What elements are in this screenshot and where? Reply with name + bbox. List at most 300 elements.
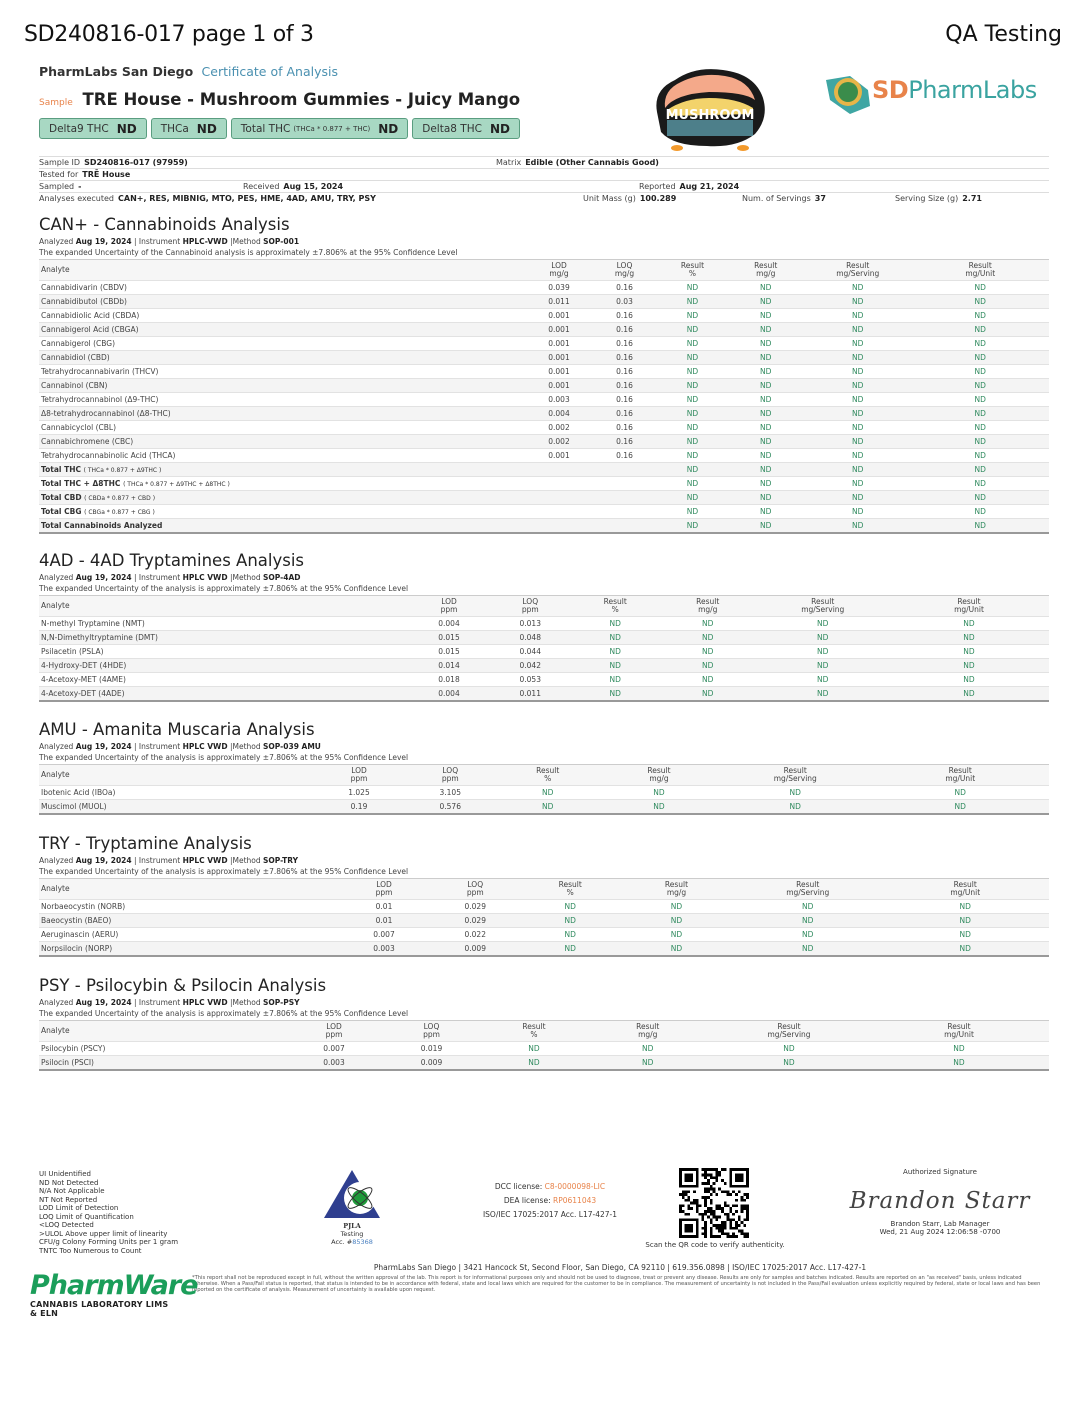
column-header: Result % [558,880,582,897]
iso-accreditation: ISO/IEC 17025:2017 Acc. L17-427-1 [482,1210,618,1219]
analyte-name: 4-Acetoxy-MET (4AME) [39,673,409,687]
limit-value: 0.16 [592,421,658,435]
method-label: Method [232,998,261,1007]
result-value: ND [728,365,805,379]
result-value: ND [587,1042,710,1056]
analyzed-label: Analyzed [39,856,74,865]
matrix-value: Edible (Other Cannabis Good) [525,158,659,167]
column-header: Analyte [41,884,70,893]
analyzed-label: Analyzed [39,998,74,1007]
analyte-name: Baeocystin (BAEO) [39,914,339,928]
column-header: LOQ mg/g [614,261,635,278]
limit-value: 0.002 [527,421,592,435]
instrument-value: HPLC VWD [182,742,228,751]
column-header: Result mg/Serving [801,597,845,614]
analyte-name: Cannabidibutol (CBDb) [39,295,527,309]
result-value: ND [572,673,660,687]
document-type: Certificate of Analysis [201,64,338,79]
limit-value: 0.018 [409,673,489,687]
sample-id-label: Sample ID [39,158,81,167]
result-value: ND [482,1056,587,1070]
total-label: Total THC + Δ8THC [41,479,121,488]
result-value: ND [804,281,912,295]
limit-value: 0.014 [409,659,489,673]
limit-value: 0.001 [527,449,592,463]
footer-address: PharmLabs San Diego | 3421 Hancock St, Second Floor, San Diego, CA 92110 | 619.356.0898 | ISO/IEC 17025:2017 Acc. L17-427-1 [373,1263,867,1272]
column-header: Result mg/Unit [945,766,976,783]
analyzed-date: Aug 19, 2024 [75,856,132,865]
limit-value: 0.001 [527,351,592,365]
limit-value: 0.16 [592,337,658,351]
product-image-text: MUSHROOM [665,108,755,123]
results-table [39,595,1049,702]
badge-label: Delta8 THC [422,122,482,135]
legend-item: CFU/g Colony Forming Units per 1 gram [39,1238,179,1246]
table-row [39,928,1049,942]
section-title: TRY - Tryptamine Analysis [39,834,252,853]
limit-value: 0.16 [592,351,658,365]
method-label: Method [232,742,261,751]
result-value: ND [728,477,805,491]
sdpharmlabs-logo [820,66,1050,118]
badge-delta9-thc [39,118,147,139]
instrument-label: Instrument [138,237,181,246]
result-value: ND [882,942,1050,956]
result-value: ND [757,631,890,645]
limit-value: 0.003 [339,942,429,956]
california-logo-icon [820,66,876,118]
result-value: ND [734,942,882,956]
legend-item: <LOQ Detected [39,1221,94,1229]
instrument-value: HPLC VWD [182,998,228,1007]
total-formula: ( CBGa * 0.877 + CBG ) [84,509,155,516]
table-row [39,323,1049,337]
result-value: ND [757,673,890,687]
analyte-name: Psilocin (PSCI) [39,1056,287,1070]
result-value: ND [804,407,912,421]
logo-sd: SD [872,76,909,104]
abbreviation-legend [39,1170,178,1255]
analyzed-date: Aug 19, 2024 [75,573,132,582]
result-value: ND [658,421,728,435]
column-header: Result mg/Serving [836,261,880,278]
limit-value: 0.16 [592,323,658,337]
limit-value: 0.16 [592,407,658,421]
table-row [39,673,1049,687]
result-value: ND [599,786,719,800]
result-value: ND [912,337,1050,351]
method-label: Method [232,856,261,865]
sample-name: TRE House - Mushroom Gummies - Juicy Mango [82,90,521,109]
table-header-row [39,879,1049,900]
table-row [39,337,1049,351]
sampled-label: Sampled [39,182,75,191]
legend-item: LOQ Limit of Quantification [39,1212,134,1221]
logo-pharmlabs: PharmLabs [908,76,1037,104]
result-value: ND [804,379,912,393]
limit-value: 0.16 [592,365,658,379]
result-value: ND [882,914,1050,928]
result-value: ND [728,281,805,295]
method-value: SOP-001 [263,237,300,246]
analyte-name: Ibotenic Acid (IBOa) [39,786,314,800]
column-header: Result mg/g [754,261,778,278]
column-header: Result mg/Serving [767,1022,811,1039]
result-value: ND [804,435,912,449]
analyte-name: Tetrahydrocannabivarin (THCV) [39,365,527,379]
result-value: ND [658,477,728,491]
result-value: ND [728,449,805,463]
method-value: SOP-PSY [263,998,300,1007]
qr-caption: Scan the QR code to verify authenticity. [645,1241,785,1249]
table-row [39,617,1049,631]
result-value: ND [658,463,728,477]
result-value: ND [728,351,805,365]
result-value: ND [728,519,805,533]
result-value: ND [728,295,805,309]
table-row [39,281,1049,295]
analyte-name: 4-Acetoxy-DET (4ADE) [39,687,409,701]
uncertainty-note: The expanded Uncertainty of the Cannabinoid analysis is approximately ±7.806% at the 95% Confidence Level [39,248,458,257]
column-header: Result % [522,1022,546,1039]
limit-value: 0.019 [382,1042,482,1056]
section-title: CAN+ - Cannabinoids Analysis [39,215,290,234]
section-meta: Analyzed Aug 19, 2024 | Instrument HPLC VWD |Method SOP-TRY [39,856,299,865]
section-4ad [39,551,1049,702]
column-header: Analyte [41,770,70,779]
section-title: 4AD - 4AD Tryptamines Analysis [39,551,305,570]
badge-total-thc [231,118,408,139]
result-value: ND [804,393,912,407]
result-value: ND [889,645,1049,659]
result-value: ND [804,519,912,533]
table-row [39,421,1049,435]
result-value: ND [912,449,1050,463]
result-value: ND [658,407,728,421]
dcc-license-label: DCC license: [494,1182,543,1191]
analyte-name: Cannabidiol (CBD) [39,351,527,365]
analyzed-date: Aug 19, 2024 [75,742,132,751]
reported-value: Aug 21, 2024 [679,182,740,191]
received-label: Received [243,182,280,191]
result-value: ND [658,435,728,449]
lab-name: PharmLabs San Diego [39,64,194,79]
column-header: Result mg/Serving [786,880,830,897]
total-label-cell [39,491,658,505]
column-header: LOD ppm [325,1022,343,1039]
badge-value: ND [489,121,510,136]
section-meta: Analyzed Aug 19, 2024 | Instrument HPLC VWD |Method SOP-4AD [39,573,301,582]
analyses-label: Analyses executed [39,194,114,203]
instrument-value: HPLC VWD [182,573,228,582]
table-row [39,1056,1049,1070]
result-value: ND [912,281,1050,295]
result-value: ND [757,659,890,673]
analyzed-label: Analyzed [39,742,74,751]
method-value: SOP-039 AMU [263,742,321,751]
result-value: ND [889,617,1049,631]
result-value: ND [658,393,728,407]
limit-value: 0.001 [527,323,592,337]
table-row [39,645,1049,659]
analyte-name: Cannabinol (CBN) [39,379,527,393]
total-label-cell [39,477,658,491]
table-row [39,900,1049,914]
result-value: ND [658,309,728,323]
badge-thca [151,118,227,139]
qr-code-icon[interactable] [679,1168,749,1238]
result-value: ND [497,800,600,814]
result-value: ND [882,900,1050,914]
table-row [39,687,1049,701]
result-value: ND [572,687,660,701]
total-formula: ( THCa * 0.877 + Δ9THC ) [83,467,162,474]
table-row [39,365,1049,379]
analyte-name: Tetrahydrocannabinol (Δ9-THC) [39,393,527,407]
column-header: LOQ ppm [441,766,459,783]
result-value: ND [658,505,728,519]
matrix-label: Matrix [496,158,522,167]
table-row [39,942,1049,956]
total-formula: ( CBDa * 0.877 + CBD ) [84,495,156,502]
table-row [39,786,1049,800]
result-value: ND [804,323,912,337]
total-label: Total THC [41,465,81,474]
analyzed-label: Analyzed [39,573,74,582]
column-header: LOD ppm [350,766,368,783]
result-value: ND [912,365,1050,379]
result-value: ND [728,337,805,351]
tested-for: TRĒ House [82,170,131,179]
serving-size-label: Serving Size (g) [895,194,959,203]
result-value: ND [912,435,1050,449]
section-try [39,834,1049,957]
uncertainty-note: The expanded Uncertainty of the analysis is approximately ±7.806% at the 95% Confidence Level [39,753,409,762]
result-value: ND [912,519,1050,533]
dea-license: RP0611043 [553,1196,597,1205]
dcc-license: C8-0000098-LIC [544,1182,606,1191]
results-table [39,1020,1049,1071]
result-value: ND [728,407,805,421]
result-value: ND [804,449,912,463]
method-value: SOP-TRY [263,856,299,865]
limit-value: 3.105 [404,786,497,800]
sample-id: SD240816-017 (97959) [84,158,188,167]
result-value: ND [889,631,1049,645]
section-title: PSY - Psilocybin & Psilocin Analysis [39,976,327,995]
limit-value: 0.022 [429,928,522,942]
uncertainty-note: The expanded Uncertainty of the analysis is approximately ±7.806% at the 95% Confidence Level [39,867,409,876]
results-table [39,259,1049,534]
limit-value: 0.007 [339,928,429,942]
servings-label: Num. of Servings [742,194,811,203]
sample-info [39,156,1049,204]
result-value: ND [728,505,805,519]
instrument-label: Instrument [138,573,181,582]
limit-value: 0.013 [489,617,572,631]
result-value: ND [572,631,660,645]
table-row [39,393,1049,407]
result-value: ND [728,379,805,393]
result-value: ND [804,421,912,435]
result-value: ND [719,786,872,800]
limit-value: 0.004 [409,617,489,631]
table-header-row [39,765,1049,786]
limit-value: 0.009 [429,942,522,956]
serving-size-value: 2.71 [962,194,982,203]
total-row [39,519,1049,533]
result-value: ND [659,659,757,673]
instrument-value: HPLC-VWD [182,237,228,246]
limit-value: 0.007 [287,1042,382,1056]
result-value: ND [659,645,757,659]
result-value: ND [619,928,734,942]
badge-label: THCa [160,122,189,135]
result-value: ND [572,645,660,659]
result-value: ND [912,351,1050,365]
qa-testing-label: QA Testing [945,22,1062,47]
result-value: ND [757,645,890,659]
table-row [39,800,1049,814]
result-value: ND [912,407,1050,421]
column-header: LOD ppm [375,880,393,897]
limit-value: 0.004 [409,687,489,701]
table-row [39,435,1049,449]
result-value: ND [757,617,890,631]
sample-heading [39,90,520,109]
limit-value: 0.19 [314,800,404,814]
method-value: SOP-4AD [263,573,301,582]
limit-value: 0.011 [489,687,572,701]
table-row [39,309,1049,323]
servings-value: 37 [814,194,826,203]
method-label: Method [232,237,261,246]
analyte-name: Cannabichromene (CBC) [39,435,527,449]
total-formula: ( THCa * 0.877 + Δ9THC + Δ8THC ) [123,481,230,488]
column-header: Result mg/Serving [773,766,817,783]
uncertainty-note: The expanded Uncertainty of the analysis is approximately ±7.806% at the 95% Confidence Level [39,1009,409,1018]
signer-name: Brandon Starr, Lab Manager [890,1220,990,1228]
table-row [39,1042,1049,1056]
analyzed-date: Aug 19, 2024 [75,998,132,1007]
result-value: ND [757,687,890,701]
result-value: ND [719,800,872,814]
badge-value: ND [196,121,217,136]
tested-for-label: Tested for [39,170,79,179]
limit-value: 0.16 [592,281,658,295]
result-value: ND [912,379,1050,393]
result-value: ND [497,786,600,800]
analyte-name: Cannabidivarin (CBDV) [39,281,527,295]
uncertainty-note: The expanded Uncertainty of the analysis is approximately ±7.806% at the 95% Confidence Level [39,584,409,593]
result-value: ND [912,295,1050,309]
total-label-cell [39,505,658,519]
result-value: ND [709,1056,869,1070]
analyte-name: Tetrahydrocannabinolic Acid (THCA) [39,449,527,463]
column-header: Result mg/g [664,880,689,897]
dea-license-label: DEA license: [503,1196,551,1205]
limit-value: 0.003 [527,393,592,407]
table-row [39,295,1049,309]
result-value: ND [912,491,1050,505]
badge-formula: (THCa * 0.877 + THC) [293,124,371,133]
column-header: Result mg/g [647,766,671,783]
column-header: Result mg/Unit [954,597,984,614]
column-header: Result mg/Unit [944,1022,974,1039]
result-value: ND [522,928,620,942]
result-value: ND [804,295,912,309]
analyte-name: Cannabigerol (CBG) [39,337,527,351]
authorized-signature [840,1168,1040,1236]
result-value: ND [912,477,1050,491]
section-meta: Analyzed Aug 19, 2024 | Instrument HPLC VWD |Method SOP-PSY [39,998,300,1007]
summary-badges [39,118,520,139]
pjla-name: PJLA [343,1222,361,1230]
section-title: AMU - Amanita Muscaria Analysis [39,720,315,739]
result-value: ND [522,900,620,914]
result-value: ND [658,449,728,463]
result-value: ND [728,421,805,435]
limit-value: 0.01 [339,900,429,914]
result-value: ND [658,351,728,365]
limit-value: 0.001 [527,365,592,379]
pjla-accreditation [322,1168,382,1246]
total-label-cell [39,519,658,533]
result-value: ND [804,309,912,323]
legend-item: LOD Limit of Detection [39,1204,119,1212]
limit-value: 0.03 [592,295,658,309]
instrument-label: Instrument [138,742,181,751]
column-header: Result % [536,766,560,783]
unit-mass-value: 100.289 [639,194,677,203]
result-value: ND [804,491,912,505]
limit-value: 0.001 [527,379,592,393]
pjla-acc-number: 85368 [352,1238,373,1246]
result-value: ND [804,505,912,519]
badge-label: Total THC [240,122,291,135]
result-value: ND [658,519,728,533]
result-value: ND [734,914,882,928]
limit-value: 0.001 [527,337,592,351]
result-value: ND [619,914,734,928]
limit-value: 0.053 [489,673,572,687]
document-id-page: SD240816-017 page 1 of 3 [24,22,314,47]
total-row [39,477,1049,491]
column-header: Analyte [41,265,70,274]
result-value: ND [804,365,912,379]
pharmware-wordmark: PharmWare [30,1270,198,1301]
pharmware-logo [30,1270,198,1318]
table-row [39,379,1049,393]
limit-value: 0.015 [409,631,489,645]
result-value: ND [659,687,757,701]
column-header: LOD ppm [440,597,458,614]
legend-item: UI Unidentified [39,1170,91,1178]
column-header: Result mg/Unit [965,261,996,278]
pjla-acc-label: Acc. # [331,1238,353,1246]
analyte-name: Δ8-tetrahydrocannabinol (Δ8-THC) [39,407,527,421]
limit-value: 0.044 [489,645,572,659]
analyte-name: Cannabicyclol (CBL) [39,421,527,435]
result-value: ND [659,617,757,631]
table-row [39,407,1049,421]
result-value: ND [658,337,728,351]
handwritten-signature: Brandon Starr [849,1188,1031,1214]
limit-value: 0.009 [382,1056,482,1070]
result-value: ND [872,800,1050,814]
analyte-name: Psilocybin (PSCY) [39,1042,287,1056]
column-header: Result % [603,597,627,614]
